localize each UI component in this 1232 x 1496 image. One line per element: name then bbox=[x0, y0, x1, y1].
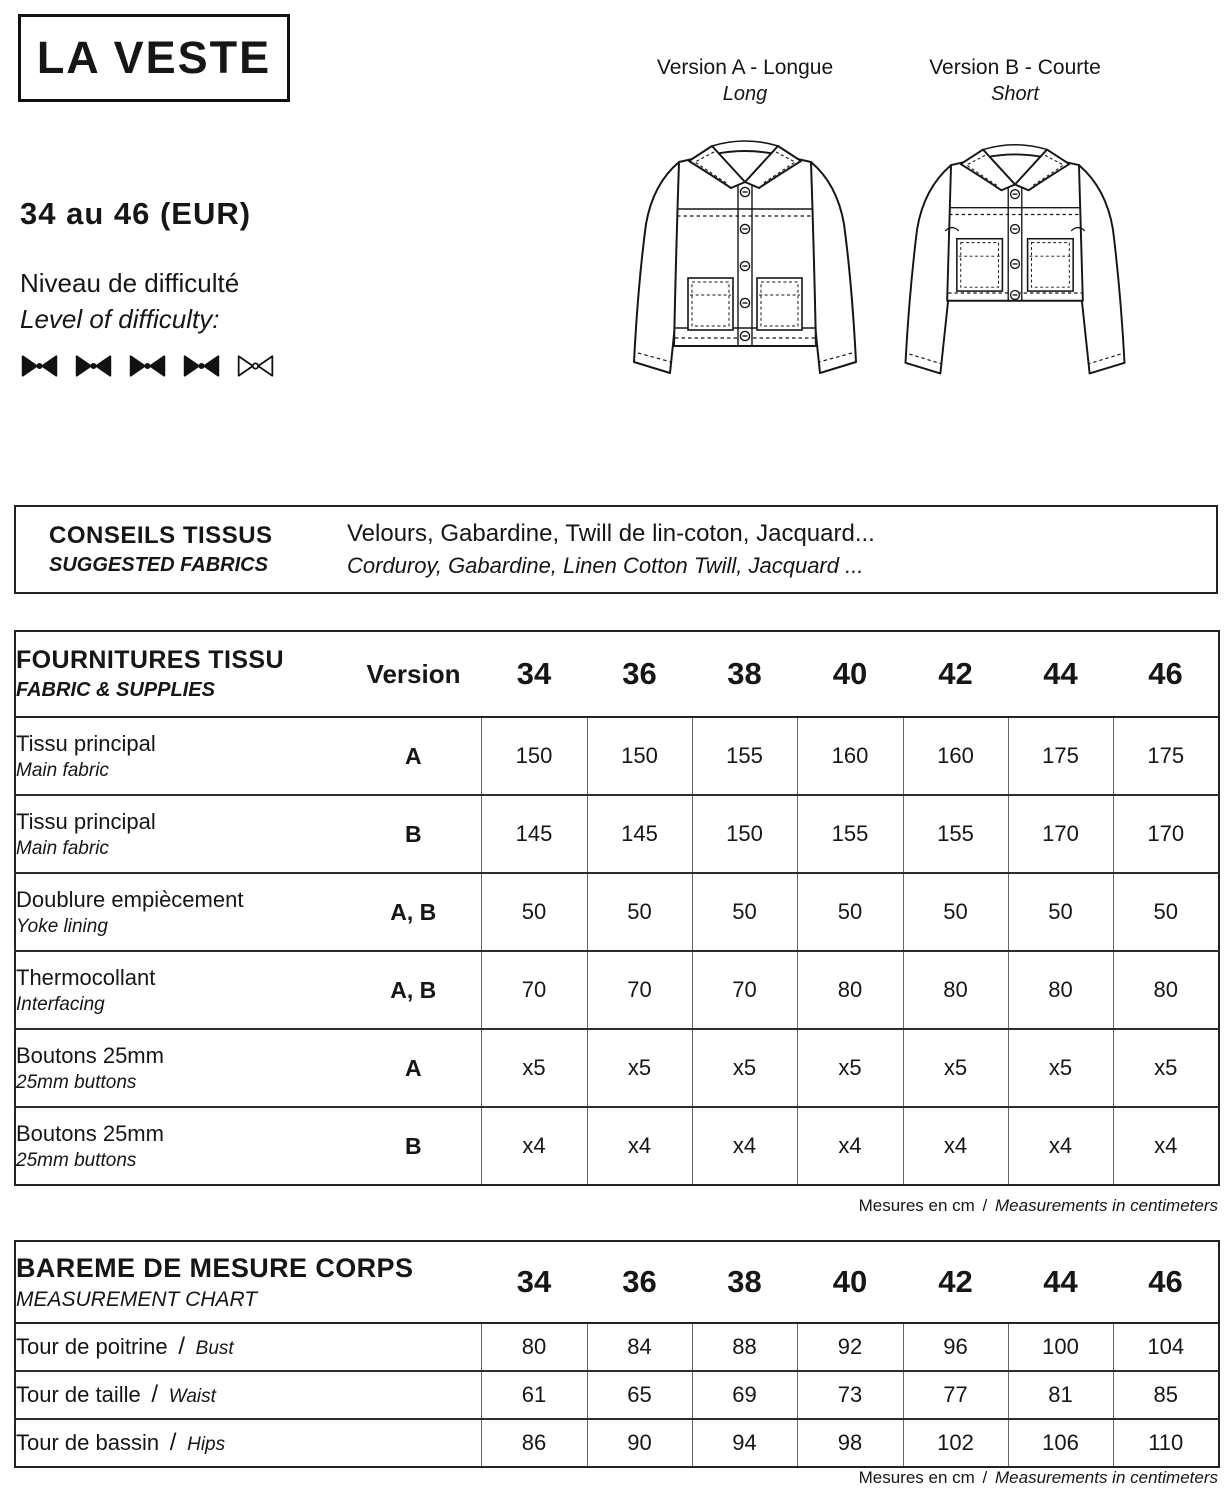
size-column-header: 46 bbox=[1113, 631, 1219, 717]
table-row bbox=[15, 873, 1219, 951]
row-label-cell: Tour de poitrine / Bust bbox=[15, 1323, 481, 1371]
units-note-slash: / bbox=[982, 1196, 988, 1215]
value-cell: 155 bbox=[903, 795, 1008, 873]
measurement-header-row bbox=[15, 1241, 1219, 1323]
value-cell: x4 bbox=[692, 1107, 797, 1185]
value-cell: 80 bbox=[903, 951, 1008, 1029]
value-cell: 175 bbox=[1113, 717, 1219, 795]
units-note bbox=[14, 1468, 1218, 1488]
version-cell: A bbox=[346, 1029, 481, 1107]
size-column-header: 38 bbox=[692, 631, 797, 717]
table-row bbox=[15, 1323, 1219, 1371]
size-column-header: 46 bbox=[1113, 1241, 1219, 1323]
measurement-table-title bbox=[15, 1241, 481, 1323]
size-column-header: 42 bbox=[903, 631, 1008, 717]
size-column-header: 44 bbox=[1008, 631, 1113, 717]
measurement-title-en: MEASUREMENT CHART bbox=[16, 1287, 258, 1311]
value-cell: 70 bbox=[587, 951, 692, 1029]
size-column-header: 40 bbox=[797, 1241, 903, 1323]
value-cell: 110 bbox=[1113, 1419, 1219, 1467]
value-cell: 90 bbox=[587, 1419, 692, 1467]
value-cell: x5 bbox=[1113, 1029, 1219, 1107]
value-cell: 104 bbox=[1113, 1323, 1219, 1371]
value-cell: 73 bbox=[797, 1371, 903, 1419]
size-column-header: 34 bbox=[481, 1241, 587, 1323]
row-label-cell: Boutons 25mm 25mm buttons bbox=[15, 1107, 346, 1185]
value-cell: 150 bbox=[481, 717, 587, 795]
value-cell: 50 bbox=[1008, 873, 1113, 951]
value-cell: 150 bbox=[587, 717, 692, 795]
value-cell: 50 bbox=[481, 873, 587, 951]
table-row bbox=[15, 951, 1219, 1029]
value-cell: 170 bbox=[1008, 795, 1113, 873]
value-cell: 50 bbox=[797, 873, 903, 951]
value-cell: 50 bbox=[692, 873, 797, 951]
difficulty-bowtie-icon bbox=[128, 353, 167, 379]
difficulty-label-fr: Niveau de difficulté bbox=[20, 268, 240, 298]
value-cell: 145 bbox=[481, 795, 587, 873]
supplies-header-row bbox=[15, 631, 1219, 717]
version-cell: A, B bbox=[346, 873, 481, 951]
value-cell: 65 bbox=[587, 1371, 692, 1419]
value-cell: 80 bbox=[481, 1323, 587, 1371]
value-cell: x5 bbox=[481, 1029, 587, 1107]
value-cell: x5 bbox=[797, 1029, 903, 1107]
value-cell: x4 bbox=[903, 1107, 1008, 1185]
value-cell: x4 bbox=[481, 1107, 587, 1185]
value-cell: 88 bbox=[692, 1323, 797, 1371]
value-cell: x5 bbox=[692, 1029, 797, 1107]
units-note-slash: / bbox=[982, 1468, 988, 1487]
value-cell: 80 bbox=[1113, 951, 1219, 1029]
jacket-version-a-illustration bbox=[614, 112, 876, 412]
difficulty-label-en: Level of difficulty: bbox=[20, 304, 220, 334]
row-label-cell: Tissu principal Main fabric bbox=[15, 717, 346, 795]
version-cell: B bbox=[346, 1107, 481, 1185]
version-b-caption-en: Short bbox=[991, 83, 1039, 105]
row-label-cell: Thermocollant Interfacing bbox=[15, 951, 346, 1029]
difficulty-bowtie-icon bbox=[236, 353, 275, 379]
value-cell: x5 bbox=[903, 1029, 1008, 1107]
size-column-header: 42 bbox=[903, 1241, 1008, 1323]
table-row bbox=[15, 1107, 1219, 1185]
value-cell: 94 bbox=[692, 1419, 797, 1467]
table-row bbox=[15, 1419, 1219, 1467]
row-label-cell: Tour de bassin / Hips bbox=[15, 1419, 481, 1467]
value-cell: x4 bbox=[797, 1107, 903, 1185]
table-row bbox=[15, 1371, 1219, 1419]
fabrics-text-en: Corduroy, Gabardine, Linen Cotton Twill, Jacquard ... bbox=[347, 553, 864, 578]
value-cell: 69 bbox=[692, 1371, 797, 1419]
value-cell: 96 bbox=[903, 1323, 1008, 1371]
figure-version-b bbox=[880, 56, 1150, 417]
value-cell: 80 bbox=[797, 951, 903, 1029]
value-cell: x5 bbox=[1008, 1029, 1113, 1107]
difficulty-rating bbox=[20, 353, 440, 379]
value-cell: 145 bbox=[587, 795, 692, 873]
size-column-header: 40 bbox=[797, 631, 903, 717]
value-cell: 80 bbox=[1008, 951, 1113, 1029]
version-cell: A, B bbox=[346, 951, 481, 1029]
measurement-table-body bbox=[15, 1323, 1219, 1467]
supplies-table-title bbox=[15, 631, 346, 717]
measurement-title-fr: BAREME DE MESURE CORPS bbox=[16, 1252, 414, 1283]
value-cell: 50 bbox=[1113, 873, 1219, 951]
size-column-header: 44 bbox=[1008, 1241, 1113, 1323]
value-cell: 50 bbox=[903, 873, 1008, 951]
units-note-fr: Mesures en cm bbox=[858, 1468, 975, 1487]
units-note-en: Measurements in centimeters bbox=[995, 1196, 1218, 1215]
value-cell: 61 bbox=[481, 1371, 587, 1419]
size-column-header: 36 bbox=[587, 631, 692, 717]
value-cell: 175 bbox=[1008, 717, 1113, 795]
value-cell: 84 bbox=[587, 1323, 692, 1371]
value-cell: 170 bbox=[1113, 795, 1219, 873]
version-a-caption-en: Long bbox=[722, 83, 768, 105]
value-cell: 160 bbox=[903, 717, 1008, 795]
fabrics-text-fr: Velours, Gabardine, Twill de lin-coton, Jacquard... bbox=[347, 520, 875, 547]
value-cell: 102 bbox=[903, 1419, 1008, 1467]
version-cell: A bbox=[346, 717, 481, 795]
table-row bbox=[15, 795, 1219, 873]
units-note-fr: Mesures en cm bbox=[858, 1196, 975, 1215]
table-row bbox=[15, 717, 1219, 795]
value-cell: 160 bbox=[797, 717, 903, 795]
supplies-table bbox=[14, 630, 1220, 1186]
value-cell: 150 bbox=[692, 795, 797, 873]
version-column-header: Version bbox=[346, 631, 481, 717]
value-cell: x4 bbox=[587, 1107, 692, 1185]
value-cell: 70 bbox=[481, 951, 587, 1029]
value-cell: 155 bbox=[692, 717, 797, 795]
value-cell: 98 bbox=[797, 1419, 903, 1467]
row-label-cell: Boutons 25mm 25mm buttons bbox=[15, 1029, 346, 1107]
value-cell: 77 bbox=[903, 1371, 1008, 1419]
measurement-table bbox=[14, 1240, 1220, 1468]
fabrics-label-en: SUGGESTED FABRICS bbox=[49, 554, 268, 576]
fabrics-box bbox=[14, 505, 1218, 594]
difficulty-bowtie-icon bbox=[20, 353, 59, 379]
jacket-version-b-illustration bbox=[889, 112, 1141, 412]
supplies-title-fr: FOURNITURES TISSU bbox=[16, 646, 284, 674]
value-cell: 106 bbox=[1008, 1419, 1113, 1467]
title-box bbox=[18, 14, 290, 102]
value-cell: 86 bbox=[481, 1419, 587, 1467]
page-title: LA VESTE bbox=[36, 32, 272, 83]
figure-version-a bbox=[604, 56, 886, 417]
value-cell: 92 bbox=[797, 1323, 903, 1371]
row-label-cell: Doublure empiècement Yoke lining bbox=[15, 873, 346, 951]
version-b-caption-fr: Version B - Courte bbox=[929, 56, 1101, 79]
row-label-cell: Tour de taille / Waist bbox=[15, 1371, 481, 1419]
units-note-en: Measurements in centimeters bbox=[995, 1468, 1218, 1487]
size-range: 34 au 46 (EUR) bbox=[20, 196, 252, 231]
value-cell: x5 bbox=[587, 1029, 692, 1107]
fabrics-label-fr: CONSEILS TISSUS bbox=[49, 522, 273, 549]
difficulty-bowtie-icon bbox=[182, 353, 221, 379]
value-cell: x4 bbox=[1008, 1107, 1113, 1185]
supplies-title-en: FABRIC & SUPPLIES bbox=[16, 679, 215, 701]
version-cell: B bbox=[346, 795, 481, 873]
version-a-caption-fr: Version A - Longue bbox=[656, 56, 834, 79]
value-cell: 81 bbox=[1008, 1371, 1113, 1419]
left-info bbox=[20, 196, 440, 379]
units-note bbox=[14, 1196, 1218, 1216]
size-column-header: 34 bbox=[481, 631, 587, 717]
value-cell: 70 bbox=[692, 951, 797, 1029]
size-column-header: 38 bbox=[692, 1241, 797, 1323]
value-cell: 100 bbox=[1008, 1323, 1113, 1371]
table-row bbox=[15, 1029, 1219, 1107]
row-label-cell: Tissu principal Main fabric bbox=[15, 795, 346, 873]
value-cell: 85 bbox=[1113, 1371, 1219, 1419]
supplies-table-body bbox=[15, 717, 1219, 1185]
value-cell: x4 bbox=[1113, 1107, 1219, 1185]
value-cell: 155 bbox=[797, 795, 903, 873]
size-column-header: 36 bbox=[587, 1241, 692, 1323]
value-cell: 50 bbox=[587, 873, 692, 951]
difficulty-bowtie-icon bbox=[74, 353, 113, 379]
